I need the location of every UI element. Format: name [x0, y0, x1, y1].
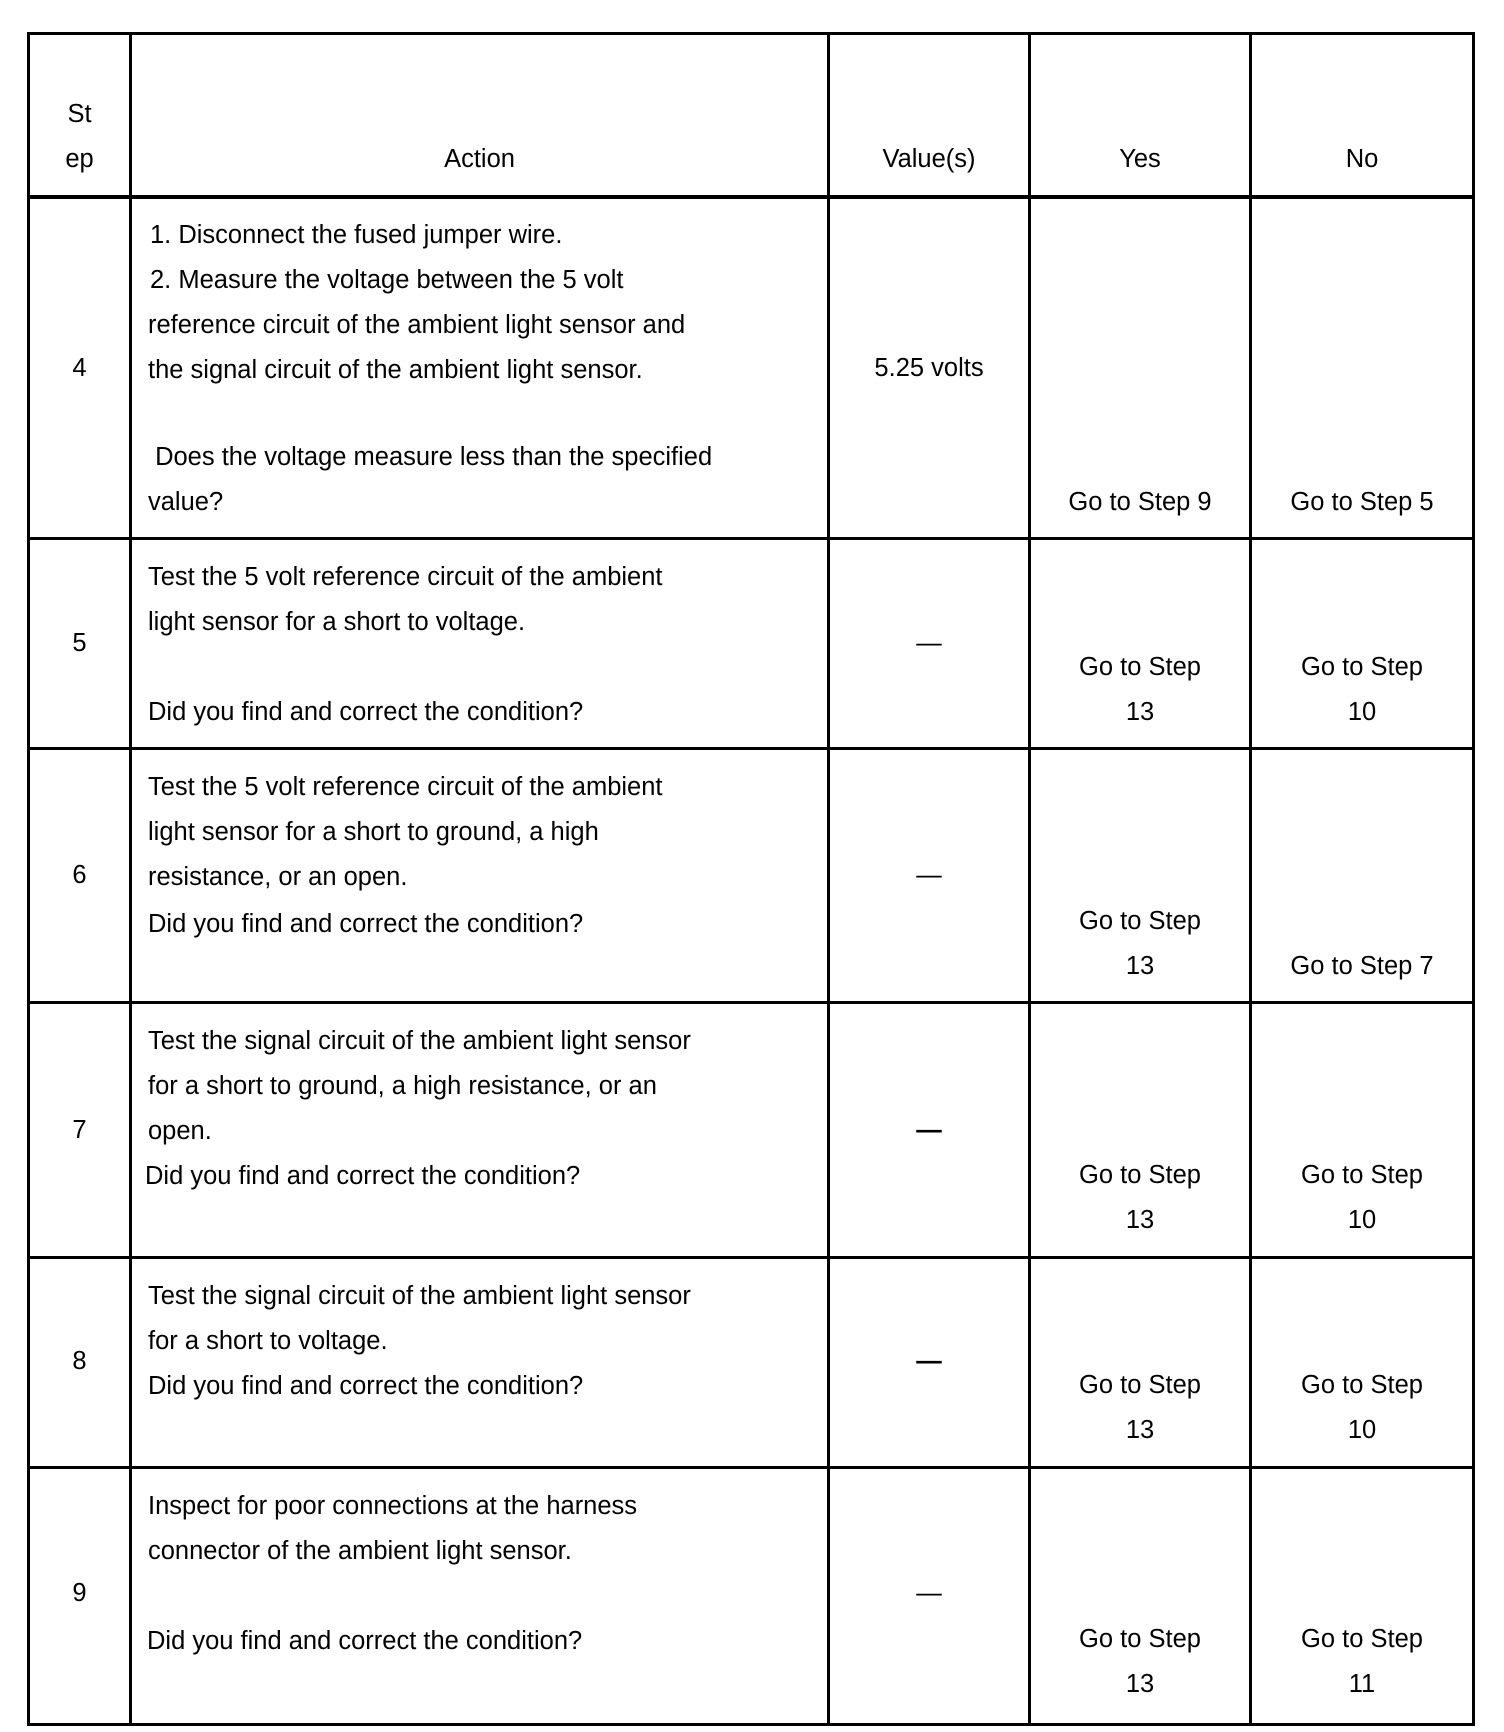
- header-values: Value(s): [882, 145, 976, 173]
- row-divider: [27, 537, 1475, 540]
- action-text-line: value?: [148, 488, 224, 516]
- action-text-line: Test the signal circuit of the ambient light sensor: [148, 1027, 691, 1055]
- yes-cell: 13: [1125, 1206, 1155, 1234]
- table-border-right: [1472, 32, 1475, 1726]
- yes-cell: Go to Step: [1079, 1625, 1201, 1653]
- yes-cell: 13: [1125, 698, 1155, 726]
- row-divider: [27, 1466, 1475, 1469]
- no-cell: Go to Step 7: [1290, 952, 1434, 980]
- yes-cell: Go to Step: [1079, 1371, 1201, 1399]
- column-divider: [1028, 32, 1031, 1726]
- no-cell: 11: [1348, 1670, 1376, 1698]
- no-cell: Go to Step: [1301, 1161, 1423, 1189]
- action-text-line: 2. Measure the voltage between the 5 volt: [150, 266, 624, 294]
- action-text-line: 1. Disconnect the fused jumper wire.: [150, 221, 563, 249]
- no-cell: 10: [1347, 1416, 1377, 1444]
- yes-cell: 13: [1125, 952, 1155, 980]
- value-cell: —: [916, 1579, 942, 1607]
- action-text-line: for a short to ground, a high resistance, or an: [148, 1072, 657, 1100]
- header-action: Action: [444, 145, 515, 173]
- yes-cell: Go to Step 9: [1068, 488, 1212, 516]
- value-cell: 5.25 volts: [874, 354, 984, 382]
- row-divider: [27, 747, 1475, 750]
- yes-cell: 13: [1125, 1670, 1155, 1698]
- action-text-line: Did you find and correct the condition?: [147, 1627, 583, 1655]
- action-text-line: for a short to voltage.: [148, 1327, 388, 1355]
- action-text-line: open.: [148, 1117, 212, 1145]
- yes-cell: Go to Step: [1079, 1161, 1201, 1189]
- step-number: 9: [72, 1579, 87, 1607]
- step-number: 7: [72, 1116, 87, 1144]
- action-text-line: light sensor for a short to voltage.: [148, 608, 526, 636]
- column-divider: [827, 32, 830, 1726]
- column-divider: [129, 32, 132, 1726]
- action-text-line: Did you find and correct the condition?: [148, 1372, 584, 1400]
- action-text-line: Did you find and correct the condition?: [148, 910, 584, 938]
- action-text-line: Test the 5 volt reference circuit of the ambient: [148, 563, 663, 591]
- header-no: No: [1345, 145, 1379, 173]
- value-cell: —: [916, 1116, 942, 1144]
- column-divider: [1249, 32, 1252, 1726]
- header-row: [0, 0, 1504, 196]
- yes-cell: Go to Step: [1079, 907, 1201, 935]
- no-cell: 10: [1347, 1206, 1377, 1234]
- action-text-line: Test the signal circuit of the ambient light sensor: [148, 1282, 691, 1310]
- row-divider: [27, 1256, 1475, 1259]
- step-number: 5: [72, 629, 87, 657]
- action-text-line: Inspect for poor connections at the harness: [148, 1492, 638, 1520]
- no-cell: Go to Step 5: [1290, 488, 1434, 516]
- value-cell: —: [916, 629, 942, 657]
- action-text-line: the signal circuit of the ambient light sensor.: [148, 356, 643, 384]
- table-border-left: [27, 32, 30, 1726]
- value-cell: —: [916, 861, 942, 889]
- action-text-line: resistance, or an open.: [148, 863, 408, 891]
- table-border-bottom: [27, 1723, 1475, 1726]
- header-step-line1: St: [67, 100, 92, 128]
- step-number: 4: [72, 354, 87, 382]
- no-cell: Go to Step: [1301, 1371, 1423, 1399]
- step-number: 6: [72, 861, 87, 889]
- yes-cell: Go to Step: [1079, 653, 1201, 681]
- action-text-line: Test the 5 volt reference circuit of the ambient: [148, 773, 663, 801]
- header-step-line2: ep: [65, 145, 94, 173]
- header-yes: Yes: [1119, 145, 1161, 173]
- yes-cell: 13: [1125, 1416, 1155, 1444]
- action-text-line: Does the voltage measure less than the specified: [148, 443, 713, 471]
- value-cell: —: [916, 1347, 942, 1375]
- action-text-line: Did you find and correct the condition?: [148, 698, 584, 726]
- action-text-line: reference circuit of the ambient light sensor and: [148, 311, 686, 339]
- no-cell: Go to Step: [1301, 1625, 1423, 1653]
- row-divider: [27, 1001, 1475, 1004]
- action-text-line: light sensor for a short to ground, a high: [148, 818, 599, 846]
- step-number: 8: [72, 1347, 87, 1375]
- no-cell: 10: [1347, 698, 1377, 726]
- action-text-line: Did you find and correct the condition?: [145, 1162, 581, 1190]
- action-text-line: connector of the ambient light sensor.: [148, 1537, 572, 1565]
- no-cell: Go to Step: [1301, 653, 1423, 681]
